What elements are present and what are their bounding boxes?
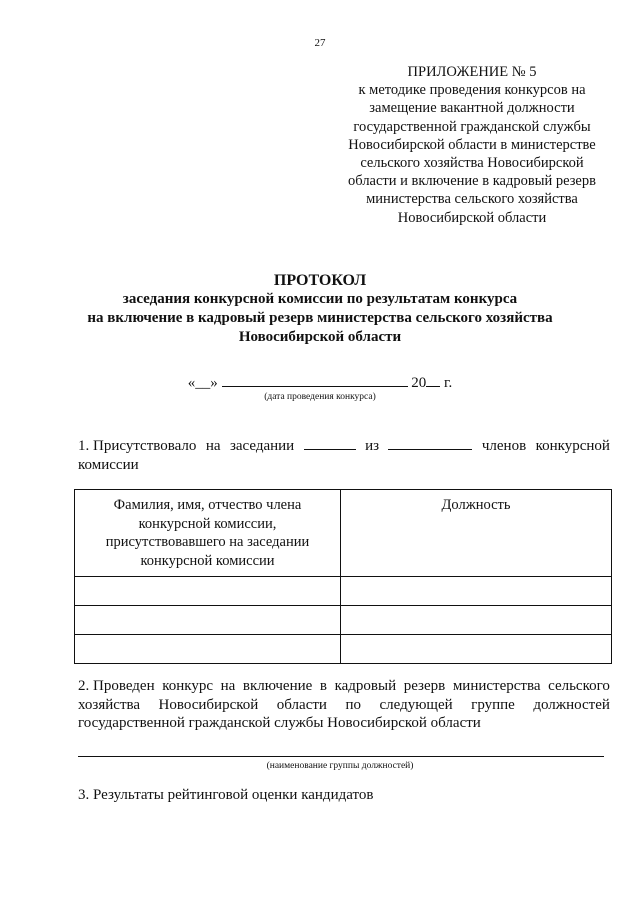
section-1-word: 1. Присутствовало [78, 438, 197, 454]
date-month-blank [222, 374, 408, 387]
total-count-blank [388, 437, 472, 450]
date-year-blank [426, 374, 440, 387]
appendix-line: министерства сельского хозяйства [366, 191, 578, 208]
table-cell [341, 577, 612, 606]
header-line: Фамилия, имя, отчество члена [113, 497, 302, 513]
appendix-line: сельского хозяйства Новосибирской [360, 155, 584, 172]
appendix-line: Новосибирской области в министерстве [348, 136, 596, 153]
section-2-word: резерв [403, 678, 446, 694]
section-2-word: конкурс [162, 678, 213, 694]
appendix-line: к методике проведения конкурсов на [358, 82, 586, 99]
title-line: заседания конкурсной комиссии по результатам конкурса [122, 291, 518, 307]
section-2-word: Новосибирской [158, 696, 259, 713]
present-count-blank [304, 437, 356, 450]
section-2-word: группе [471, 696, 515, 713]
section-1-word: заседании [229, 438, 295, 454]
section-1-word: из [365, 438, 380, 454]
page-number: 27 [314, 37, 326, 49]
header-line: конкурсной комиссии, [138, 515, 277, 532]
date-year-suffix: г. [444, 375, 453, 391]
section-2-word: министерства [452, 678, 541, 694]
section-2-word: 2. Проведен [78, 678, 155, 694]
section-1-word: членов [481, 438, 527, 454]
table-cell [341, 606, 612, 635]
section-2-word: сельского [548, 678, 610, 694]
section-3: 3. Результаты рейтинговой оценки кандидатов [78, 787, 374, 803]
appendix-block [330, 63, 614, 227]
section-2-word: должностей [533, 696, 610, 713]
appendix-line: государственной гражданской службы [353, 118, 591, 135]
section-2-word: следующей [379, 696, 453, 713]
header-position [341, 490, 612, 577]
title-main: ПРОТОКОЛ [273, 272, 367, 289]
document-title [0, 271, 640, 347]
table-cell [75, 635, 341, 664]
appendix-line: Новосибирской области [397, 209, 547, 226]
section-1-word: конкурсной [535, 438, 610, 454]
title-line: Новосибирской области [238, 329, 402, 345]
table-row [75, 606, 612, 635]
table-row [75, 635, 612, 664]
section-2-word: на [220, 678, 236, 694]
table-row [75, 577, 612, 606]
appendix-line: области и включение в кадровый резерв [348, 173, 596, 190]
appendix-line: замещение вакантной должности [369, 100, 575, 117]
header-full-name [75, 490, 341, 577]
section-2-word: области [276, 696, 327, 713]
position-group-caption: (наименование группы должностей) [266, 761, 414, 771]
table-header-row [75, 490, 612, 577]
header-line: конкурсной комиссии [140, 552, 275, 569]
section-2-word: включение [242, 678, 313, 694]
header-line: Должность [441, 497, 511, 513]
appendix-heading: ПРИЛОЖЕНИЕ № 5 [407, 64, 537, 80]
table-cell [341, 635, 612, 664]
section-2-word: по [345, 696, 361, 713]
section-1 [78, 437, 610, 475]
date-year-prefix: 20 [411, 375, 427, 391]
members-table [74, 489, 612, 664]
section-2 [78, 677, 610, 733]
section-2-word: хозяйства [78, 696, 141, 713]
position-group-blank-line [78, 756, 604, 757]
section-2-word: в [319, 678, 327, 694]
table-cell [75, 577, 341, 606]
date-caption: (дата проведения конкурса) [264, 392, 376, 402]
header-line: присутствовавшего на заседании [105, 534, 310, 550]
section-2-line: государственной гражданской службы Новосибирской области [78, 715, 481, 731]
section-1-word: на [205, 438, 221, 454]
date-line [0, 374, 640, 392]
table-cell [75, 606, 341, 635]
section-2-word: кадровый [334, 678, 397, 694]
section-1-continuation: комиссии [78, 457, 139, 473]
date-day: «__» [187, 375, 218, 391]
title-line: на включение в кадровый резерв министерства сельского хозяйства [87, 310, 553, 326]
